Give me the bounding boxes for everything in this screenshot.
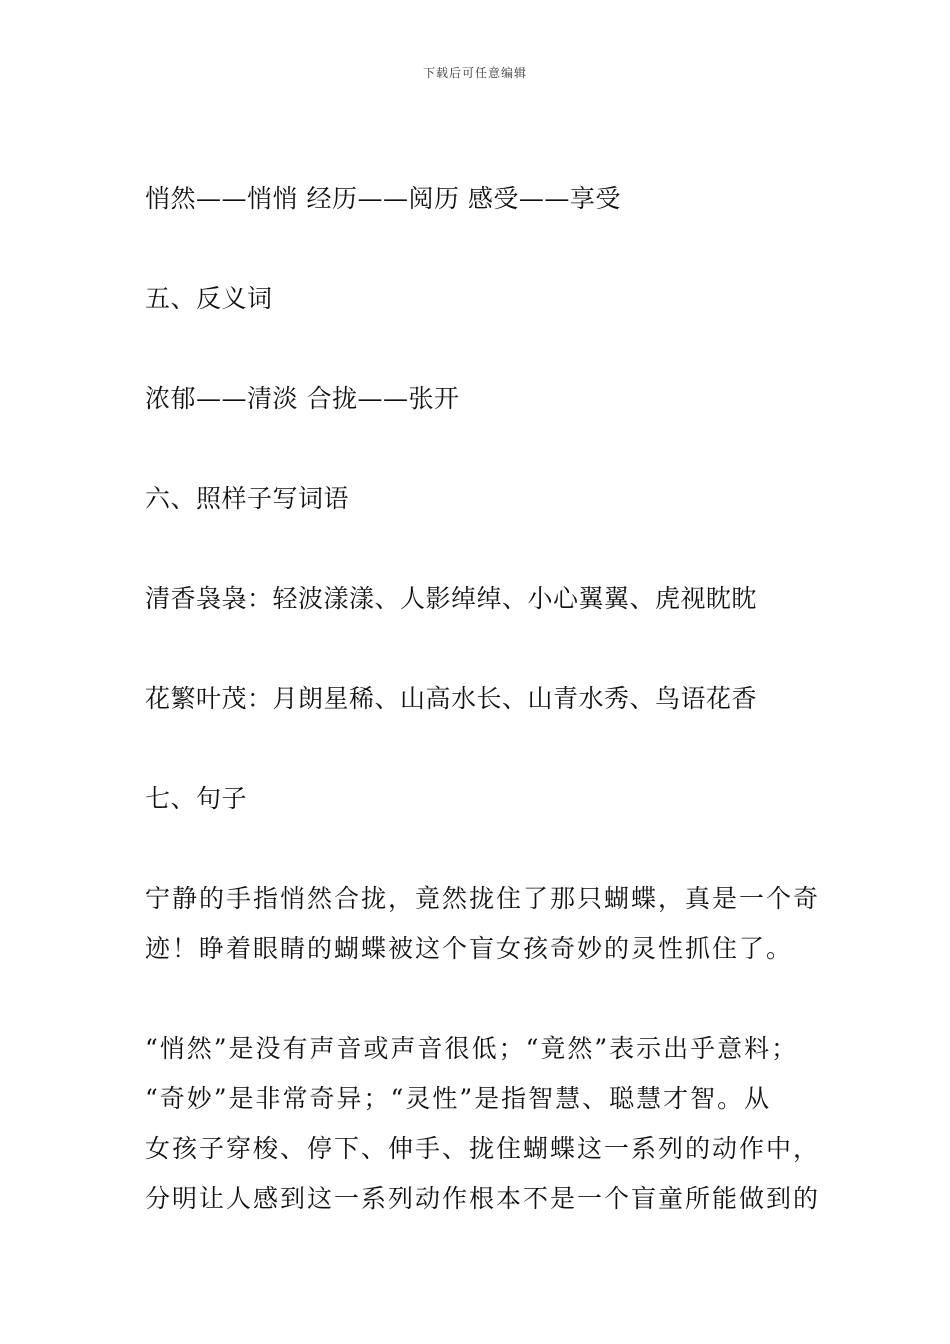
section-heading-write-words: 六、照样子写词语	[145, 484, 350, 513]
paragraph-line: “奇妙”是非常奇异；“灵性”是指智慧、聪慧才智。从	[145, 1084, 772, 1113]
section-heading-sentences: 七、句子	[145, 784, 248, 813]
paragraph-line: 迹！睁着眼睛的蝴蝶被这个盲女孩奇妙的灵性抓住了。	[145, 934, 794, 963]
paragraph-line: 女孩子穿梭、停下、伸手、拢住蝴蝶这一系列的动作中，	[145, 1134, 821, 1163]
antonym-pairs-line: 浓郁——清淡 合拢——张开	[145, 384, 460, 413]
word-example-line-2: 花繁叶茂：月朗星稀、山高水长、山青水秀、鸟语花香	[145, 684, 758, 713]
paragraph-line: “悄然”是没有声音或声音很低；“竟然”表示出乎意料；	[145, 1034, 799, 1063]
paragraph-line: 分明让人感到这一系列动作根本不是一个盲童所能做到的	[145, 1184, 821, 1213]
word-example-line-1: 清香袅袅：轻波漾漾、人影绰绰、小心翼翼、虎视眈眈	[145, 584, 758, 613]
page-header: 下载后可任意编辑	[422, 66, 527, 80]
section-heading-antonyms: 五、反义词	[145, 284, 273, 313]
synonym-pairs-line: 悄然——悄悄 经历——阅历 感受——享受	[145, 184, 621, 213]
paragraph-line: 宁静的手指悄然合拢，竟然拢住了那只蝴蝶，真是一个奇	[145, 884, 821, 913]
